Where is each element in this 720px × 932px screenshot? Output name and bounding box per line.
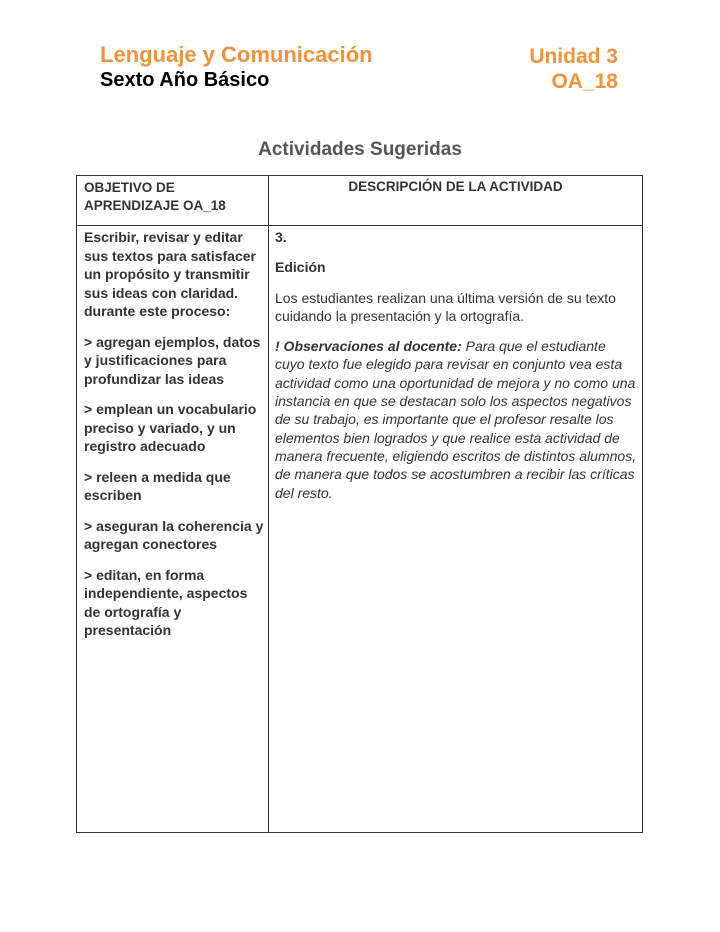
- objective-item: > agregan ejemplos, datos y justificaciones para profundizar las ideas: [84, 333, 261, 387]
- activity-title: Edición: [275, 259, 326, 276]
- activity-description: Los estudiantes realizan una última versión de su texto cuidando la presentación y la ortografía.: [275, 289, 616, 324]
- objective-item: > aseguran la coherencia y agregan conectores: [84, 517, 264, 552]
- subject-title: Lenguaje y Comunicación: [100, 42, 373, 67]
- objective-item: > emplean un vocabulario preciso y variado, y un registro adecuado: [84, 401, 257, 454]
- objective-intro: Escribir, revisar y editar sus textos para satisfacer un propósito y transmitir sus ideas con claridad. durante este proceso:: [84, 229, 256, 319]
- activity-cell: [275, 228, 637, 514]
- teacher-note-text: Para que el estudiante cuyo texto fue elegido para revisar en conjunto vea esta actividad como una oportunidad de mejora y no como una instancia en que se destacan solo los aspectos negativos de su trabajo, es importante que el profesor resalte los elementos bien logrados y que realice esta actividad de manera frecuente, eligiendo escritos de distintos alumnos, de manera que todos se acostumbren a recibir las críticas del resto.: [275, 338, 637, 501]
- objective-code: OA_18: [551, 70, 618, 93]
- grade-title: Sexto Año Básico: [100, 69, 270, 91]
- section-title: Actividades Sugeridas: [258, 139, 462, 160]
- header-divider: [77, 225, 642, 226]
- objective-cell: [84, 228, 266, 652]
- description-column-header: DESCRIPCIÓN DE LA ACTIVIDAD: [348, 179, 563, 194]
- objective-item: > releen a medida que escriben: [84, 468, 231, 503]
- objective-column-header: OBJETIVO DE APRENDIZAJE OA_18: [84, 180, 226, 213]
- teacher-note: [275, 337, 637, 502]
- unit-label: Unidad 3: [529, 45, 618, 68]
- teacher-note-label: ! Observaciones al docente:: [275, 338, 462, 355]
- column-divider: [268, 176, 269, 832]
- objective-item: > editan, en forma independiente, aspectos de ortografía y presentación: [84, 566, 248, 638]
- activities-table: [76, 175, 643, 833]
- activity-number: 3.: [275, 229, 287, 245]
